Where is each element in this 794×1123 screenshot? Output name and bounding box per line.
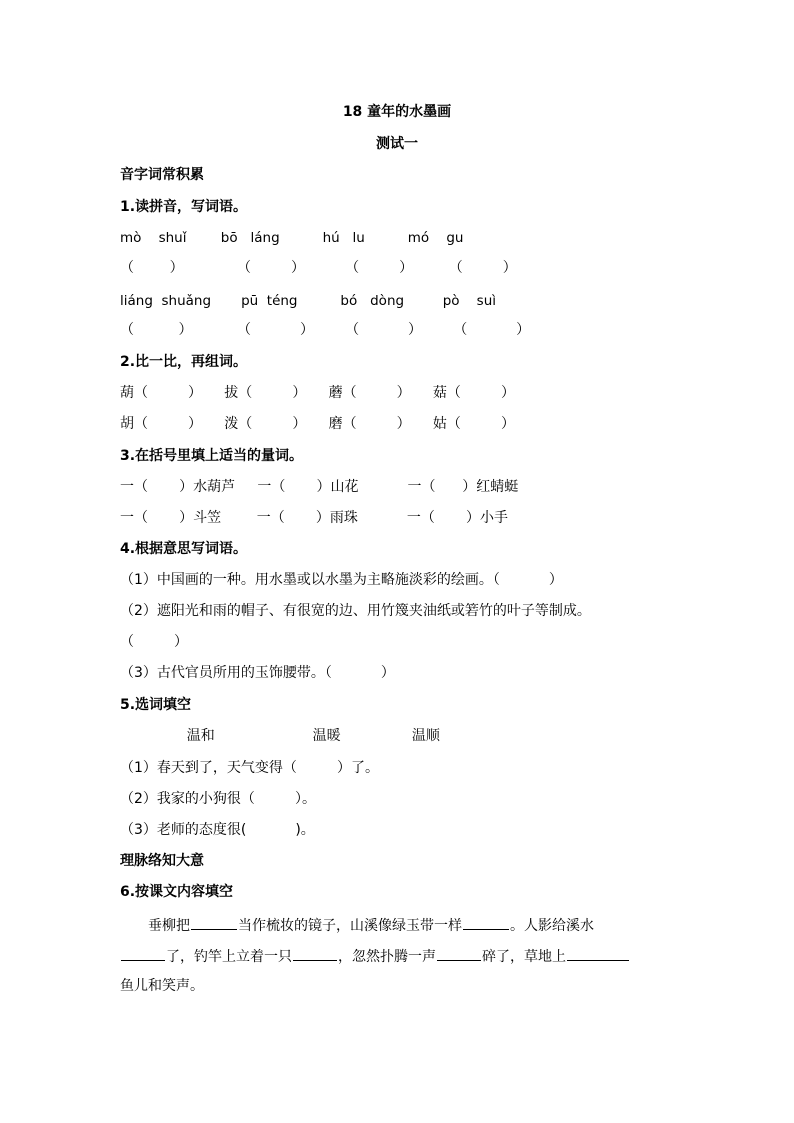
q4-item-3: （3）古代官员所用的玉饰腰带。（ ） [120, 665, 395, 681]
q3-row-1: 一（ ）水葫芦 一（ ）山花 一（ ）红蜻蜓 [120, 479, 519, 495]
q6-passage-line-3: 鱼儿和笑声。 [120, 978, 204, 994]
page-title: 18 童年的水墨画 [342, 104, 452, 120]
page-subtitle: 测试一 [376, 136, 418, 152]
q1-heading: 1.读拼音，写词语。 [120, 199, 248, 215]
section-heading-1: 音字词常积累 [120, 167, 204, 183]
q1-answer-row-1: （ ） （ ） （ ） （ ） [120, 260, 517, 276]
q5-heading: 5.选词填空 [120, 697, 192, 713]
q6-text: 当作梳妆的镜子，山溪像绿玉带一样 [238, 918, 462, 934]
q5-item-3: （3）老师的态度很( )。 [120, 822, 315, 838]
q4-item-1: （1）中国画的一种。用水墨或以水墨为主略施淡彩的绘画。（ ） [120, 572, 563, 588]
q1-pinyin-row-1: mò shuǐ bō láng hú lu mó gu [120, 230, 464, 246]
fill-blank[interactable] [121, 945, 165, 961]
q6-passage-line-1 [148, 914, 594, 936]
q3-heading: 3.在括号里填上适当的量词。 [120, 448, 304, 464]
fill-blank[interactable] [293, 945, 337, 961]
q2-row-2: 胡（ ） 泼（ ） 磨（ ） 姑（ ） [120, 416, 515, 432]
section-heading-2: 理脉络知大意 [120, 853, 204, 869]
q1-pinyin-row-2: liáng shuǎng pū téng bó dòng pò suì [120, 293, 497, 309]
q6-text: 碎了，草地上 [482, 949, 566, 965]
q2-row-1: 葫（ ） 拔（ ） 蘑（ ） 菇（ ） [120, 385, 515, 401]
fill-blank[interactable] [437, 945, 481, 961]
q5-word-options: 温和 温暖 温顺 [120, 728, 440, 744]
fill-blank[interactable] [191, 914, 237, 930]
q6-text: ，忽然扑腾一声 [338, 949, 436, 965]
q6-text: 了，钓竿上立着一只 [166, 949, 292, 965]
q6-passage-line-2 [120, 945, 630, 967]
q4-heading: 4.根据意思写词语。 [120, 541, 248, 557]
q5-item-2: （2）我家的小狗很（ ）。 [120, 791, 316, 807]
q6-heading: 6.按课文内容填空 [120, 884, 234, 900]
q6-text: 垂柳把 [148, 918, 190, 934]
q1-answer-row-2: （ ） （ ） （ ） （ ） [120, 322, 531, 338]
q5-item-1: （1）春天到了，天气变得（ ）了。 [120, 760, 379, 776]
fill-blank[interactable] [463, 914, 509, 930]
q3-row-2: 一（ ）斗笠 一（ ）雨珠 一（ ）小手 [120, 510, 509, 526]
fill-blank[interactable] [567, 945, 629, 961]
q2-heading: 2.比一比，再组词。 [120, 354, 248, 370]
q6-text: 。人影给溪水 [510, 918, 594, 934]
q4-item-2: （2）遮阳光和雨的帽子、有很宽的边、用竹篾夹油纸或箬竹的叶子等制成。 [120, 603, 591, 619]
q4-item-2-answer: （ ） [120, 634, 189, 650]
